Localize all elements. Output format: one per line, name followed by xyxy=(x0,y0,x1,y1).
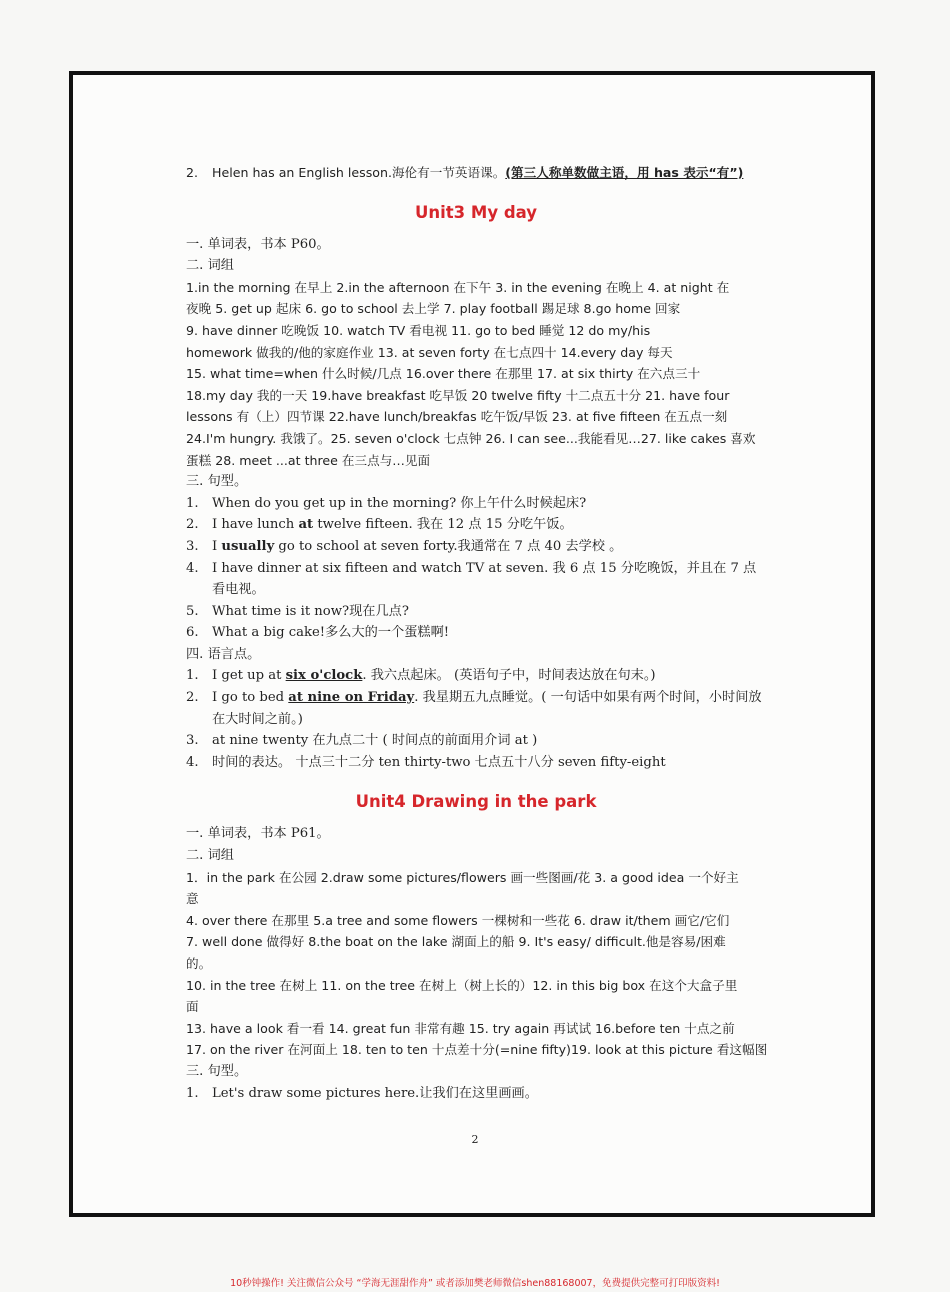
language-item xyxy=(186,752,766,774)
unit4-phrase-list xyxy=(186,867,766,1061)
phrase-line: 1．in the park 在公园 2.draw some pictures/flowers 画一些图画/花 3. a good idea 一个好主 xyxy=(186,869,739,885)
language-item xyxy=(186,687,766,730)
item-number: 4. xyxy=(186,754,199,770)
phrase-line: 10. in the tree 在树上 11. on the tree 在树上（树上长的）12. in this big box 在这个大盒子里 xyxy=(186,977,738,993)
phrase-line: 夜晚 5. get up 起床 6. go to school 去上学 7. play football 踢足球 8.go home 回家 xyxy=(186,301,681,317)
item-text: I get up at xyxy=(212,668,286,684)
phrase-line: 的。 xyxy=(186,956,212,971)
item-text: I have lunch xyxy=(212,517,299,533)
phrase-line: 意 xyxy=(186,891,199,907)
sentence-item xyxy=(186,601,766,623)
phrase-line: 7. well done 做得好 8.the boat on the lake 湖面上的船 9. It's easy/ difficult.他是容易/困难 xyxy=(186,934,726,950)
item-number: 2. xyxy=(186,517,199,533)
item-emphasis: six o'clock xyxy=(285,668,363,684)
item-text: 时间的表达。 十点三十二分 ten thirty-two 七点五十八分 seven fifty-eight xyxy=(212,754,666,770)
language-item xyxy=(186,665,766,687)
item-number: 6. xyxy=(186,625,199,641)
document-body xyxy=(186,162,766,1104)
intro-grammar-note: (第三人称单数做主语，用 has 表示“有”) xyxy=(505,165,744,180)
item-text: I go to bed xyxy=(212,690,289,706)
intro-chinese: 海伦有一节英语课。 xyxy=(391,165,506,180)
item-text: I have dinner at six fifteen and watch TV at seven. 我 6 点 15 分吃晚饭，并且在 7 点看电视。 xyxy=(212,560,757,598)
item-number: 3. xyxy=(186,733,199,749)
unit3-language-heading: 四. 语言点。 xyxy=(186,646,261,662)
phrase-line: lessons 有（上）四节课 22.have lunch/breakfas 吃午饭/早饭 23. at five fifteen 在五点一刻 xyxy=(186,409,728,425)
phrase-line: 24.I'm hungry. 我饿了。25. seven o'clock 七点钟 26. I can see...我能看见…27. like cakes 喜欢 xyxy=(186,430,756,446)
unit3-vocab-heading: 一. 单词表，书本 P60。 xyxy=(186,236,330,252)
intro-sentence xyxy=(186,162,766,184)
item-text: go to school at seven forty.我通常在 7 点 40 去学校 。 xyxy=(274,538,623,554)
unit4-vocab-heading: 一. 单词表，书本 P61。 xyxy=(186,826,330,842)
item-number: 4. xyxy=(186,560,199,576)
item-number: 1. xyxy=(186,495,199,511)
item-text: . 我六点起床。 (英语句子中，时间表达放在句末。) xyxy=(362,668,656,684)
item-text: I xyxy=(212,538,222,554)
item-number: 5. xyxy=(186,603,199,619)
item-text: at nine twenty 在九点二十 ( 时间点的前面用介词 at ) xyxy=(212,733,538,749)
sentence-item xyxy=(186,558,766,601)
phrase-line: 15. what time=when 什么时候/几点 16.over there 在那里 17. at six thirty 在六点三十 xyxy=(186,366,701,382)
item-text: What a big cake!多么大的一个蛋糕啊! xyxy=(212,625,450,641)
phrase-line: 9. have dinner 吃晚饭 10. watch TV 看电视 11. go to bed 睡觉 12 do my/his xyxy=(186,322,651,338)
phrase-line: 4. over there 在那里 5.a tree and some flowers 一棵树和一些花 6. draw it/them 画它/它们 xyxy=(186,912,730,928)
sentence-item xyxy=(186,536,766,558)
unit3-sentences-heading: 三. 句型。 xyxy=(186,474,248,490)
unit3-phrase-list xyxy=(186,277,766,471)
item-number: 3. xyxy=(186,538,199,554)
language-item xyxy=(186,730,766,752)
item-text: What time is it now?现在几点? xyxy=(212,603,409,619)
sentence-item xyxy=(186,493,766,515)
item-number: 1. xyxy=(186,668,199,684)
sentence-item xyxy=(186,1083,766,1105)
footer-promo: 10秒钟操作! 关注微信公众号 “学海无涯甜作舟” 或者添加樊老师微信shen88168007，免费提供完整可打印版资料! xyxy=(230,1278,720,1289)
phrase-line: 1.in the morning 在早上 2.in the afternoon 在下午 3. in the evening 在晚上 4. at night 在 xyxy=(186,279,730,295)
unit4-title: Unit4 Drawing in the park xyxy=(355,792,597,812)
item-text: twelve fifteen. 我在 12 点 15 分吃午饭。 xyxy=(313,517,573,533)
phrase-line: 面 xyxy=(186,999,199,1015)
unit3-title: Unit3 My day xyxy=(414,202,538,222)
item-emphasis: usually xyxy=(221,538,275,554)
unit4-phrases-heading: 二. 词组 xyxy=(186,848,234,864)
phrase-line: 18.my day 我的一天 19.have breakfast 吃早饭 20 twelve fifty 十二点五十分 21. have four xyxy=(186,387,730,403)
item-emphasis: at nine on Friday xyxy=(288,690,415,706)
unit3-phrases-heading: 二. 词组 xyxy=(186,258,234,274)
sentence-item xyxy=(186,622,766,644)
item-number: 2. xyxy=(186,690,199,706)
phrase-line: 蛋糕 28. meet ...at three 在三点与…见面 xyxy=(186,452,431,468)
item-text: When do you get up in the morning? 你上午什么时候起床? xyxy=(212,495,587,511)
phrase-line: 13. have a look 看一看 14. great fun 非常有趣 15. try again 再试试 16.before ten 十点之前 xyxy=(186,1020,735,1036)
intro-number: 2. xyxy=(186,165,199,180)
phrase-line: homework 做我的/他的家庭作业 13. at seven forty 在七点四十 14.every day 每天 xyxy=(186,344,673,360)
item-text: Let's draw some pictures here.让我们在这里画画。 xyxy=(212,1085,538,1101)
unit4-sentences-heading: 三. 句型。 xyxy=(186,1063,248,1079)
intro-english: Helen has an English lesson. xyxy=(212,165,392,180)
sentence-item xyxy=(186,514,766,536)
item-emphasis: at xyxy=(298,517,314,533)
item-number: 1. xyxy=(186,1085,199,1101)
phrase-line: 17. on the river 在河面上 18. ten to ten 十点差十分(=nine fifty)19. look at this picture 看这幅图 xyxy=(186,1042,768,1058)
item-text: . 我星期五九点睡觉。( 一句话中如果有两个时间，小时间放在大时间之前。) xyxy=(212,690,762,727)
page-number: 2 xyxy=(471,1133,479,1146)
